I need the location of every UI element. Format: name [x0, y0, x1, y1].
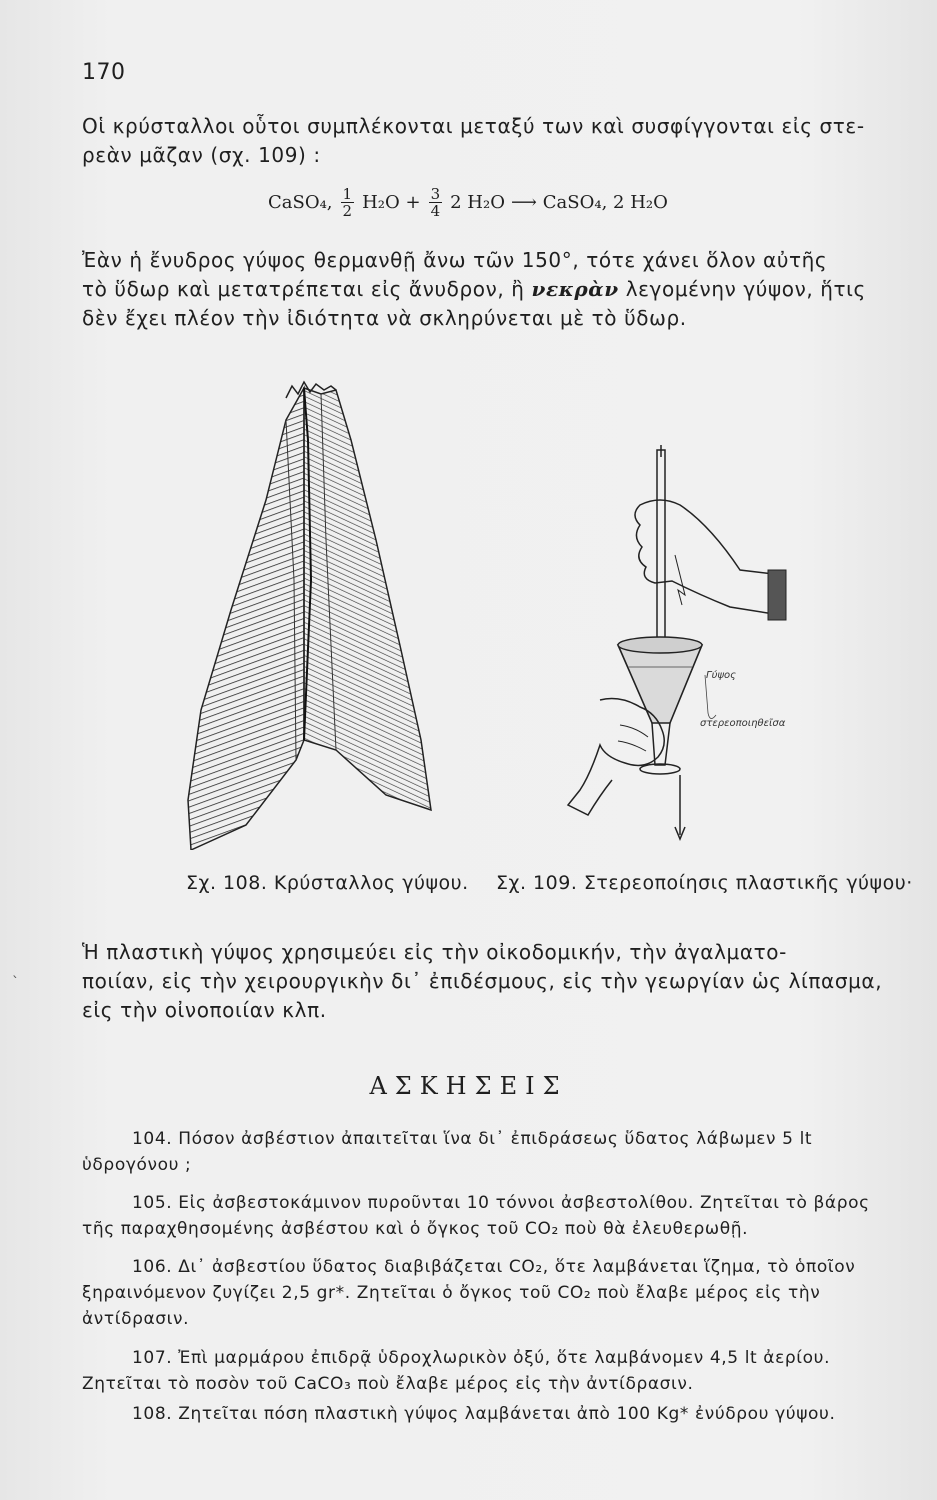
text-line: ὑδρογόνου ; — [82, 1155, 192, 1175]
text-line: ποιίαν, εἰς τὴν χειρουργικὴν δι᾽ ἐπιδέσμους, εἰς τὴν γεωργίαν ὡς λίπασμα, — [82, 969, 883, 993]
text-line: ἀντίδρασιν. — [82, 1309, 190, 1329]
exercise-107 — [82, 1345, 908, 1397]
equation-product: CaSO₄, 2 H₂O — [542, 192, 668, 213]
text-line: 108. Ζητεῖται πόση πλαστικὴ γύψος λαμβάνεται ἀπὸ 100 Kg* ἐνύδρου γύψου. — [132, 1404, 836, 1424]
fraction-numerator: 3 — [430, 185, 441, 203]
uses-paragraph — [82, 938, 908, 1025]
dehydration-paragraph — [82, 246, 908, 333]
plaster-setting-illustration — [560, 445, 860, 845]
fraction-numerator: 1 — [342, 185, 353, 203]
exercise-104 — [82, 1126, 908, 1178]
equation-term: H₂O + — [362, 192, 421, 213]
chemical-equation — [268, 186, 668, 219]
gypsum-crystal-illustration — [186, 380, 436, 850]
exercise-106 — [82, 1254, 908, 1332]
text-line: Ζητεῖται τὸ ποσὸν τοῦ CaCO₃ ποὺ ἔλαβε μέρος εἰς τὴν ἀντίδρασιν. — [82, 1374, 694, 1394]
equation-term: 2 H₂O — [450, 192, 505, 213]
emphasized-term: νεκρὰν — [531, 277, 619, 301]
page-number: 170 — [82, 60, 126, 85]
text-line: 107. Ἐπὶ μαρμάρου ἐπιδρᾷ ὑδροχλωρικὸν ὀξύ, ὅτε λαμβάνομεν 4,5 lt ἀερίου. — [132, 1348, 831, 1368]
exercises-heading: ΑΣΚΗΣΕΙΣ — [369, 1072, 568, 1100]
text-line: εἰς τὴν οἰνοποιίαν κλπ. — [82, 998, 327, 1022]
intro-paragraph — [82, 112, 908, 170]
text-line: 106. Δι᾽ ἀσβεστίου ὕδατος διαβιβάζεται CO₂, ὅτε λαμβάνεται ἵζημα, τὸ ὁποῖον — [132, 1257, 856, 1277]
equation-term: CaSO₄, — [268, 192, 333, 213]
text-line: Οἱ κρύσταλλοι οὗτοι συμπλέκονται μεταξύ των καὶ συσφίγγονται εἰς στε- — [82, 114, 865, 138]
text-line: 104. Πόσον ἀσβέστιον ἀπαιτεῖται ἵνα δι᾽ ἐπιδράσεως ὕδατος λάβωμεν 5 lt — [132, 1129, 813, 1149]
exercise-105 — [82, 1190, 908, 1242]
text-line: ξηραινόμενον ζυγίζει 2,5 gr*. Ζητεῖται ὁ ὄγκος τοῦ CO₂ ποὺ ἔλαβε μέρος εἰς τὴν — [82, 1283, 821, 1303]
reaction-arrow: ⟶ — [510, 192, 537, 213]
text-line: 105. Εἰς ἀσβεστοκάμινον πυροῦνται 10 τόννοι ἀσβεστολίθου. Ζητεῖται τὸ βάρος — [132, 1193, 870, 1213]
text-line: Ἡ πλαστικὴ γύψος χρησιμεύει εἰς τὴν οἰκοδομικήν, τὴν ἀγαλματο- — [82, 940, 787, 964]
text-line: ρεὰν μᾶζαν (σχ. 109) : — [82, 143, 321, 167]
text-line — [82, 275, 908, 304]
fraction-denominator: 2 — [342, 202, 353, 220]
fraction-denominator: 4 — [430, 202, 441, 220]
text-line: τῆς παραχθησομένης ἀσβέστου καὶ ὁ ὄγκος τοῦ CO₂ ποὺ θὰ ἐλευθερωθῇ. — [82, 1219, 749, 1239]
margin-mark: ˋ — [12, 975, 19, 991]
text-fragment: τὸ ὕδωρ καὶ μετατρέπεται εἰς ἄνυδρον, ἢ — [82, 277, 532, 301]
fraction-one-half — [341, 186, 355, 219]
text-line: δὲν ἔχει πλέον τὴν ἰδιότητα νὰ σκληρύνεται μὲ τὸ ὕδωρ. — [82, 306, 687, 330]
figure-109-caption: Σχ. 109. Στερεοποίησις πλαστικῆς γύψου· — [496, 872, 913, 894]
exercise-108 — [132, 1401, 908, 1427]
figure-label-solidified: στερεοποιηθεῖσα — [700, 718, 786, 729]
fraction-three-quarters — [429, 186, 443, 219]
text-fragment: λεγομένην γύψον, ἥτις — [618, 277, 866, 301]
funnel-glass — [618, 645, 702, 723]
figure-108-caption: Σχ. 108. Κρύσταλλος γύψου. — [186, 872, 469, 894]
figure-label-gypsum: Γύψος — [706, 670, 736, 681]
text-line: Ἐὰν ἡ ἔνυδρος γύψος θερμανθῇ ἄνω τῶν 150°, τότε χάνει ὅλον αὐτῆς — [82, 248, 828, 272]
